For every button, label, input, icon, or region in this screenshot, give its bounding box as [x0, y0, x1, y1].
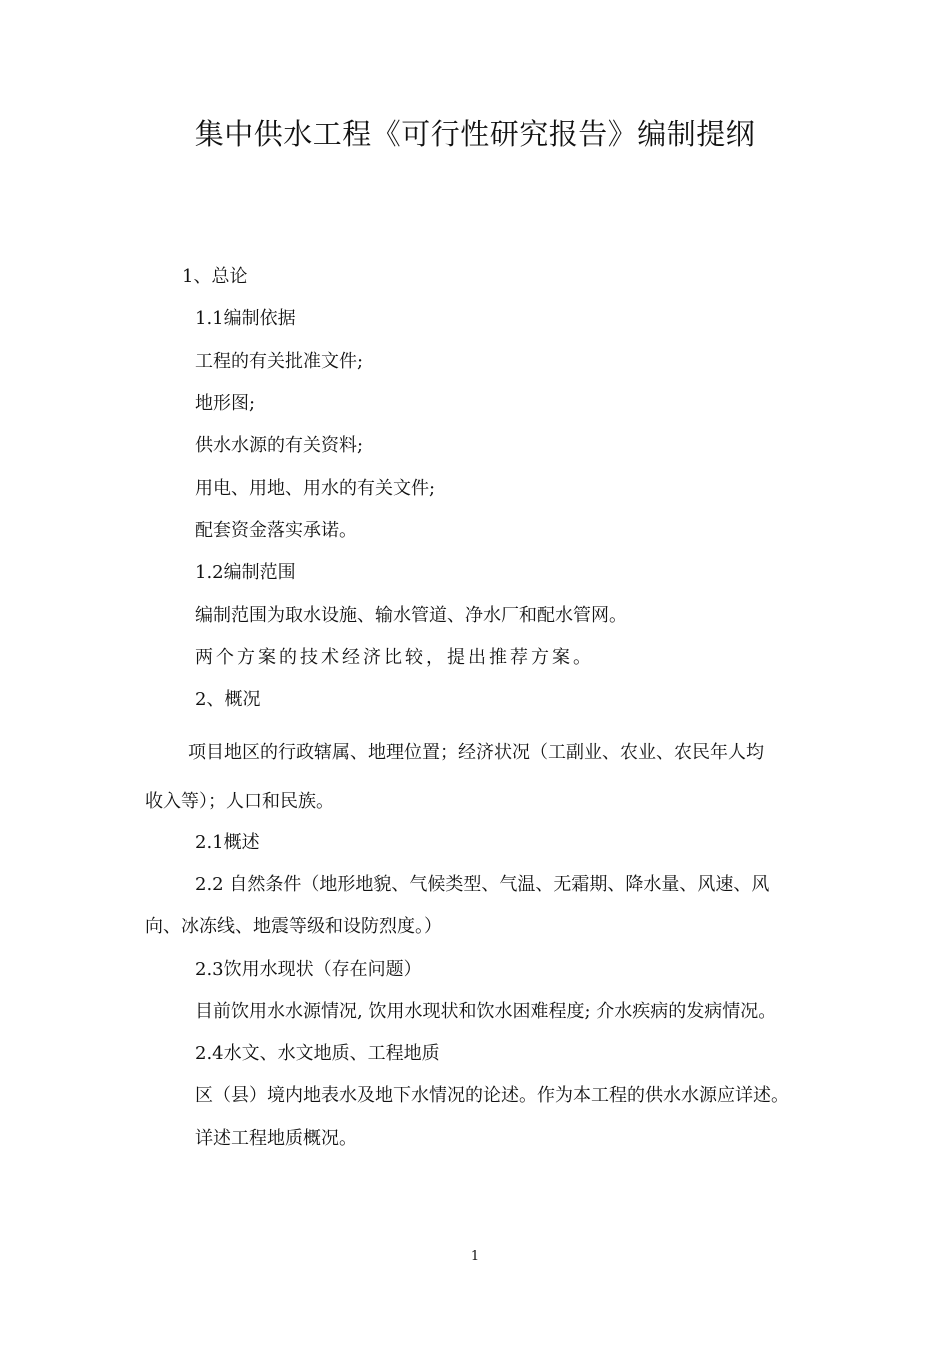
basis-item: 工程的有关批准文件;	[195, 351, 364, 372]
section-2-4-heading: 2.4水文、水文地质、工程地质	[195, 1043, 440, 1064]
document-title: 集中供水工程《可行性研究报告》编制提纲	[194, 117, 756, 151]
basis-item: 地形图;	[195, 393, 256, 414]
basis-item: 用电、用地、用水的有关文件;	[195, 478, 436, 499]
scheme-comparison-text: 两个方案的技术经济比较，提出推荐方案。	[195, 647, 594, 668]
page-number: 1	[470, 1249, 480, 1264]
natural-conditions-line: 向、冰冻线、地震等级和设防烈度。）	[145, 916, 442, 937]
section-2-1-heading: 2.1概述	[195, 832, 260, 853]
basis-item: 配套资金落实承诺。	[195, 520, 357, 541]
drinking-water-status-text: 目前饮用水水源情况, 饮用水现状和饮水困难程度; 介水疾病的发病情况。	[195, 1001, 777, 1022]
natural-conditions-line: 2.2 自然条件（地形地貌、气候类型、气温、无霜期、降水量、风速、风	[195, 874, 770, 895]
hydrology-text: 区（县）境内地表水及地下水情况的论述。作为本工程的供水水源应详述。	[195, 1085, 789, 1106]
basis-item: 供水水源的有关资料;	[195, 435, 364, 456]
geology-text: 详述工程地质概况。	[195, 1128, 357, 1149]
section-2-heading: 2、概况	[195, 689, 261, 710]
scope-text: 编制范围为取水设施、输水管道、净水厂和配水管网。	[195, 605, 627, 626]
section-1-1-heading: 1.1编制依据	[195, 308, 296, 329]
section-1-2-heading: 1.2编制范围	[195, 562, 296, 583]
overview-paragraph-line: 收入等）；人口和民族。	[145, 791, 334, 812]
section-2-3-heading: 2.3饮用水现状（存在问题）	[195, 959, 422, 980]
overview-paragraph-line: 项目地区的行政辖属、地理位置；经济状况（工副业、农业、农民年人均	[188, 742, 764, 763]
section-1-heading: 1、总论	[182, 266, 248, 287]
